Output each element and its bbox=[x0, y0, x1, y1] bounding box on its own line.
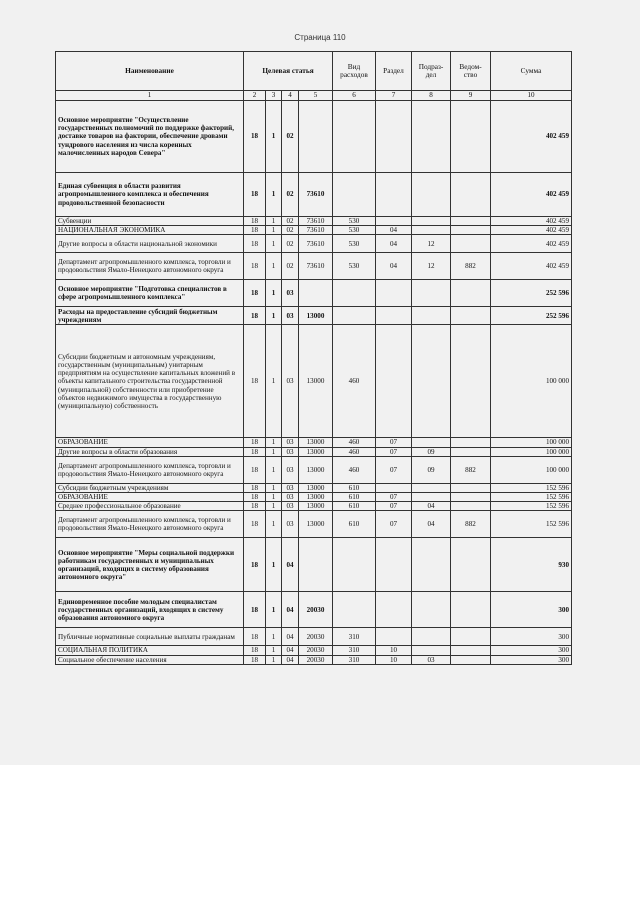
row-section bbox=[376, 628, 412, 646]
row-kind bbox=[333, 280, 376, 307]
row-code-4: 04 bbox=[282, 628, 299, 646]
row-section bbox=[376, 173, 412, 217]
row-section bbox=[376, 280, 412, 307]
row-code-5 bbox=[299, 101, 333, 173]
row-subsection bbox=[412, 226, 451, 235]
row-name: Основное мероприятие "Меры социальной поддержки работникам государственных и муниципальных организаций, входящих в систему образования автономного округа" bbox=[56, 538, 244, 592]
row-name: Другие вопросы в области образования bbox=[56, 447, 244, 456]
row-code-3: 1 bbox=[266, 592, 282, 628]
row-subsection bbox=[412, 325, 451, 438]
row-subsection: 09 bbox=[412, 447, 451, 456]
row-code-4: 03 bbox=[282, 502, 299, 511]
row-code-5: 13000 bbox=[299, 502, 333, 511]
row-kind: 310 bbox=[333, 655, 376, 664]
row-dept bbox=[451, 217, 491, 226]
row-code-4: 03 bbox=[282, 511, 299, 538]
row-sum: 152 596 bbox=[491, 511, 572, 538]
row-dept bbox=[451, 655, 491, 664]
row-section bbox=[376, 592, 412, 628]
row-code-2: 18 bbox=[244, 628, 266, 646]
table-row bbox=[56, 447, 572, 456]
row-section: 07 bbox=[376, 511, 412, 538]
row-sum: 152 596 bbox=[491, 502, 572, 511]
row-code-5: 13000 bbox=[299, 483, 333, 492]
page-label: Страница 110 bbox=[294, 33, 346, 42]
row-kind: 530 bbox=[333, 226, 376, 235]
row-kind: 530 bbox=[333, 235, 376, 253]
row-sum: 402 459 bbox=[491, 173, 572, 217]
row-sum: 100 000 bbox=[491, 456, 572, 483]
table-row bbox=[56, 655, 572, 664]
row-kind: 530 bbox=[333, 217, 376, 226]
row-code-3: 1 bbox=[266, 447, 282, 456]
row-kind: 610 bbox=[333, 502, 376, 511]
row-code-2: 18 bbox=[244, 226, 266, 235]
row-section: 04 bbox=[376, 235, 412, 253]
row-section: 04 bbox=[376, 226, 412, 235]
row-sum: 402 459 bbox=[491, 235, 572, 253]
row-code-5: 20030 bbox=[299, 646, 333, 655]
row-kind bbox=[333, 538, 376, 592]
row-section: 10 bbox=[376, 655, 412, 664]
row-code-4: 03 bbox=[282, 325, 299, 438]
row-code-3: 1 bbox=[266, 173, 282, 217]
row-name: Департамент агропромышленного комплекса, торговли и продовольствия Ямало-Ненецкого автономного округа bbox=[56, 456, 244, 483]
row-sum: 100 000 bbox=[491, 447, 572, 456]
row-dept: 882 bbox=[451, 253, 491, 280]
row-subsection bbox=[412, 173, 451, 217]
row-dept bbox=[451, 325, 491, 438]
row-name: Субвенции bbox=[56, 217, 244, 226]
row-code-4: 02 bbox=[282, 226, 299, 235]
row-code-5: 73610 bbox=[299, 235, 333, 253]
row-dept bbox=[451, 483, 491, 492]
col-number: 10 bbox=[491, 91, 572, 101]
row-dept bbox=[451, 502, 491, 511]
row-dept bbox=[451, 646, 491, 655]
row-name: Департамент агропромышленного комплекса, торговли и продовольствия Ямало-Ненецкого автономного округа bbox=[56, 511, 244, 538]
col-number: 9 bbox=[451, 91, 491, 101]
row-code-5: 13000 bbox=[299, 307, 333, 325]
row-code-3: 1 bbox=[266, 101, 282, 173]
row-section: 07 bbox=[376, 447, 412, 456]
row-subsection bbox=[412, 646, 451, 655]
header-subsection: Подраз-дел bbox=[412, 52, 451, 91]
row-name: НАЦИОНАЛЬНАЯ ЭКОНОМИКА bbox=[56, 226, 244, 235]
row-name: СОЦИАЛЬНАЯ ПОЛИТИКА bbox=[56, 646, 244, 655]
table-row bbox=[56, 101, 572, 173]
row-name: ОБРАЗОВАНИЕ bbox=[56, 493, 244, 502]
row-code-4: 03 bbox=[282, 438, 299, 447]
row-kind: 460 bbox=[333, 438, 376, 447]
row-section: 07 bbox=[376, 493, 412, 502]
row-code-5: 20030 bbox=[299, 592, 333, 628]
row-code-4: 03 bbox=[282, 447, 299, 456]
row-code-5: 13000 bbox=[299, 447, 333, 456]
row-section bbox=[376, 217, 412, 226]
row-code-2: 18 bbox=[244, 483, 266, 492]
row-code-5: 13000 bbox=[299, 456, 333, 483]
row-dept bbox=[451, 307, 491, 325]
col-number: 7 bbox=[376, 91, 412, 101]
col-number: 8 bbox=[412, 91, 451, 101]
row-code-3: 1 bbox=[266, 307, 282, 325]
row-subsection: 04 bbox=[412, 502, 451, 511]
row-section bbox=[376, 483, 412, 492]
row-kind: 610 bbox=[333, 511, 376, 538]
row-code-2: 18 bbox=[244, 173, 266, 217]
table-row bbox=[56, 483, 572, 492]
budget-table bbox=[55, 51, 572, 665]
table-row bbox=[56, 307, 572, 325]
row-kind: 530 bbox=[333, 253, 376, 280]
row-subsection bbox=[412, 493, 451, 502]
row-section: 07 bbox=[376, 502, 412, 511]
row-code-4: 03 bbox=[282, 456, 299, 483]
row-code-5: 13000 bbox=[299, 438, 333, 447]
row-dept bbox=[451, 447, 491, 456]
header-name: Наименование bbox=[56, 52, 244, 91]
row-code-4: 02 bbox=[282, 235, 299, 253]
row-subsection bbox=[412, 628, 451, 646]
row-kind: 610 bbox=[333, 493, 376, 502]
row-code-3: 1 bbox=[266, 646, 282, 655]
row-code-4: 04 bbox=[282, 646, 299, 655]
row-name: Единая субвенция в области развития агропромышленного комплекса и обеспечения продовольственной безопасности bbox=[56, 173, 244, 217]
row-code-3: 1 bbox=[266, 253, 282, 280]
row-code-5 bbox=[299, 538, 333, 592]
row-section: 10 bbox=[376, 646, 412, 655]
row-code-4: 03 bbox=[282, 307, 299, 325]
table-row bbox=[56, 173, 572, 217]
row-name: Публичные нормативные социальные выплаты гражданам bbox=[56, 628, 244, 646]
row-code-4: 02 bbox=[282, 101, 299, 173]
row-sum: 100 000 bbox=[491, 325, 572, 438]
table-row bbox=[56, 235, 572, 253]
row-section: 07 bbox=[376, 438, 412, 447]
row-code-2: 18 bbox=[244, 538, 266, 592]
row-subsection bbox=[412, 307, 451, 325]
row-name: Субсидии бюджетным учреждениям bbox=[56, 483, 244, 492]
column-number-row bbox=[56, 91, 572, 101]
row-code-5: 13000 bbox=[299, 325, 333, 438]
row-code-4: 04 bbox=[282, 538, 299, 592]
col-number: 6 bbox=[333, 91, 376, 101]
row-sum: 100 000 bbox=[491, 438, 572, 447]
table-row bbox=[56, 226, 572, 235]
row-subsection: 04 bbox=[412, 511, 451, 538]
row-code-5: 20030 bbox=[299, 655, 333, 664]
row-subsection bbox=[412, 483, 451, 492]
row-code-2: 18 bbox=[244, 655, 266, 664]
row-code-3: 1 bbox=[266, 438, 282, 447]
header-kind: Вид расходов bbox=[333, 52, 376, 91]
header-target: Целевая статья bbox=[244, 52, 333, 91]
row-name: Субсидии бюджетным и автономным учреждениям, государственным (муниципальным) унитарным предприятиям на осуществление капитальных вложений в объекты капитального строительства государственной (муниципальной) собственности или приобретение объектов недвижимого имущества в государственную (муниципальную) собственность bbox=[56, 325, 244, 438]
row-kind: 460 bbox=[333, 456, 376, 483]
row-sum: 300 bbox=[491, 628, 572, 646]
table-body bbox=[56, 101, 572, 665]
row-sum: 300 bbox=[491, 655, 572, 664]
row-dept bbox=[451, 226, 491, 235]
row-subsection: 03 bbox=[412, 655, 451, 664]
row-section bbox=[376, 101, 412, 173]
table-row bbox=[56, 628, 572, 646]
table-row bbox=[56, 493, 572, 502]
row-code-5: 13000 bbox=[299, 493, 333, 502]
row-dept bbox=[451, 493, 491, 502]
row-code-4: 03 bbox=[282, 483, 299, 492]
header-section: Раздел bbox=[376, 52, 412, 91]
col-number: 2 bbox=[244, 91, 266, 101]
row-code-4: 02 bbox=[282, 253, 299, 280]
row-code-2: 18 bbox=[244, 253, 266, 280]
row-name: ОБРАЗОВАНИЕ bbox=[56, 438, 244, 447]
table-row bbox=[56, 325, 572, 438]
row-dept bbox=[451, 592, 491, 628]
row-kind bbox=[333, 101, 376, 173]
row-dept bbox=[451, 538, 491, 592]
row-kind bbox=[333, 307, 376, 325]
row-kind: 460 bbox=[333, 447, 376, 456]
row-sum: 252 596 bbox=[491, 307, 572, 325]
row-dept bbox=[451, 280, 491, 307]
row-code-5: 73610 bbox=[299, 217, 333, 226]
row-section bbox=[376, 325, 412, 438]
header-row bbox=[56, 52, 572, 91]
row-code-2: 18 bbox=[244, 511, 266, 538]
row-code-2: 18 bbox=[244, 493, 266, 502]
row-subsection bbox=[412, 538, 451, 592]
row-code-3: 1 bbox=[266, 538, 282, 592]
row-code-5: 20030 bbox=[299, 628, 333, 646]
col-number: 1 bbox=[56, 91, 244, 101]
table-row bbox=[56, 217, 572, 226]
row-code-3: 1 bbox=[266, 280, 282, 307]
row-sum: 152 596 bbox=[491, 493, 572, 502]
table-row bbox=[56, 438, 572, 447]
row-name: Расходы на предоставление субсидий бюджетным учреждениям bbox=[56, 307, 244, 325]
row-kind bbox=[333, 592, 376, 628]
row-kind: 310 bbox=[333, 646, 376, 655]
table-row bbox=[56, 280, 572, 307]
row-subsection bbox=[412, 438, 451, 447]
row-code-2: 18 bbox=[244, 325, 266, 438]
row-code-3: 1 bbox=[266, 325, 282, 438]
row-sum: 402 459 bbox=[491, 253, 572, 280]
row-name: Социальное обеспечение населения bbox=[56, 655, 244, 664]
row-code-2: 18 bbox=[244, 592, 266, 628]
row-dept bbox=[451, 628, 491, 646]
col-number: 5 bbox=[299, 91, 333, 101]
row-sum: 402 459 bbox=[491, 101, 572, 173]
row-kind: 610 bbox=[333, 483, 376, 492]
table-row bbox=[56, 646, 572, 655]
row-code-4: 03 bbox=[282, 493, 299, 502]
row-sum: 402 459 bbox=[491, 217, 572, 226]
header-sum: Сумма bbox=[491, 52, 572, 91]
row-code-5: 73610 bbox=[299, 253, 333, 280]
row-code-3: 1 bbox=[266, 235, 282, 253]
header-dept: Ведом-ство bbox=[451, 52, 491, 91]
col-number: 3 bbox=[266, 91, 282, 101]
row-kind: 460 bbox=[333, 325, 376, 438]
row-kind bbox=[333, 173, 376, 217]
row-code-3: 1 bbox=[266, 226, 282, 235]
row-section bbox=[376, 307, 412, 325]
row-code-3: 1 bbox=[266, 456, 282, 483]
row-code-5 bbox=[299, 280, 333, 307]
row-subsection: 12 bbox=[412, 235, 451, 253]
row-name: Другие вопросы в области национальной экономики bbox=[56, 235, 244, 253]
row-section: 07 bbox=[376, 456, 412, 483]
row-dept: 882 bbox=[451, 456, 491, 483]
row-subsection bbox=[412, 592, 451, 628]
row-section bbox=[376, 538, 412, 592]
table-row bbox=[56, 538, 572, 592]
row-code-2: 18 bbox=[244, 438, 266, 447]
row-code-4: 04 bbox=[282, 655, 299, 664]
row-code-3: 1 bbox=[266, 655, 282, 664]
row-code-2: 18 bbox=[244, 101, 266, 173]
table-row bbox=[56, 592, 572, 628]
row-code-3: 1 bbox=[266, 628, 282, 646]
row-code-2: 18 bbox=[244, 280, 266, 307]
row-code-2: 18 bbox=[244, 307, 266, 325]
row-code-4: 02 bbox=[282, 217, 299, 226]
row-code-5: 73610 bbox=[299, 173, 333, 217]
row-dept: 882 bbox=[451, 511, 491, 538]
table-row bbox=[56, 253, 572, 280]
row-dept bbox=[451, 101, 491, 173]
row-name: Основное мероприятие "Осуществление государственных полномочий по поддержке факторий, доставке товаров на фактории, обеспечение дровами тундрового населения из числа коренных малочисленных народов Севера" bbox=[56, 101, 244, 173]
row-code-5: 73610 bbox=[299, 226, 333, 235]
row-code-2: 18 bbox=[244, 646, 266, 655]
row-subsection: 12 bbox=[412, 253, 451, 280]
table-row bbox=[56, 456, 572, 483]
row-sum: 252 596 bbox=[491, 280, 572, 307]
table-row bbox=[56, 511, 572, 538]
row-code-2: 18 bbox=[244, 217, 266, 226]
row-subsection: 09 bbox=[412, 456, 451, 483]
row-sum: 300 bbox=[491, 592, 572, 628]
row-code-2: 18 bbox=[244, 502, 266, 511]
row-dept bbox=[451, 438, 491, 447]
row-code-3: 1 bbox=[266, 502, 282, 511]
row-subsection bbox=[412, 217, 451, 226]
row-sum: 300 bbox=[491, 646, 572, 655]
row-code-3: 1 bbox=[266, 511, 282, 538]
row-name: Департамент агропромышленного комплекса, торговли и продовольствия Ямало-Ненецкого автономного округа bbox=[56, 253, 244, 280]
row-name: Единовременное пособие молодым специалистам государственных организаций, входящих в систему образования автономного округа bbox=[56, 592, 244, 628]
row-name: Основное мероприятие "Подготовка специалистов в сфере агропромышленного комплекса" bbox=[56, 280, 244, 307]
row-code-2: 18 bbox=[244, 447, 266, 456]
row-subsection bbox=[412, 101, 451, 173]
row-name: Среднее профессиональное образование bbox=[56, 502, 244, 511]
row-code-3: 1 bbox=[266, 483, 282, 492]
row-code-5: 13000 bbox=[299, 511, 333, 538]
row-sum: 402 459 bbox=[491, 226, 572, 235]
row-code-3: 1 bbox=[266, 217, 282, 226]
row-sum: 152 596 bbox=[491, 483, 572, 492]
row-section: 04 bbox=[376, 253, 412, 280]
row-dept bbox=[451, 235, 491, 253]
row-code-3: 1 bbox=[266, 493, 282, 502]
row-dept bbox=[451, 173, 491, 217]
row-subsection bbox=[412, 280, 451, 307]
row-code-4: 02 bbox=[282, 173, 299, 217]
row-sum: 930 bbox=[491, 538, 572, 592]
row-code-4: 03 bbox=[282, 280, 299, 307]
row-code-2: 18 bbox=[244, 456, 266, 483]
col-number: 4 bbox=[282, 91, 299, 101]
table-row bbox=[56, 502, 572, 511]
row-kind: 310 bbox=[333, 628, 376, 646]
row-code-4: 04 bbox=[282, 592, 299, 628]
row-code-2: 18 bbox=[244, 235, 266, 253]
